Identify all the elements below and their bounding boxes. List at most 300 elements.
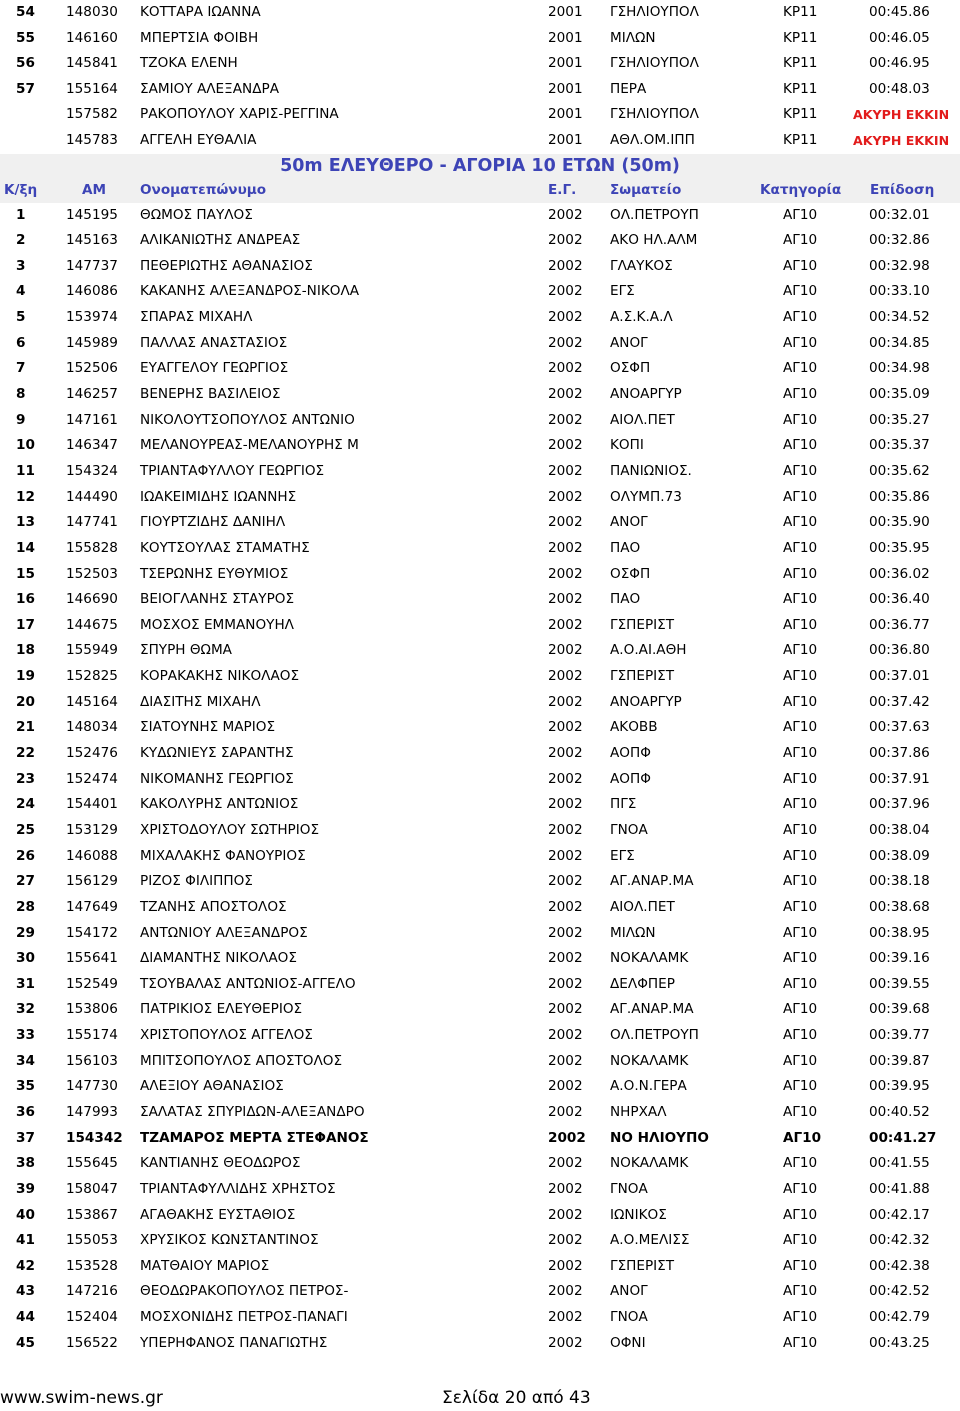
club-cell: ΓΣΠΕΡΙΣΤ bbox=[610, 1257, 675, 1274]
rank-cell: 16 bbox=[16, 591, 35, 608]
category-cell: ΚΡ11 bbox=[783, 131, 818, 148]
rank-cell: 24 bbox=[16, 796, 35, 813]
time-cell: 00:37.01 bbox=[869, 668, 930, 685]
year-cell: 2002 bbox=[548, 847, 583, 864]
name-cell: ΓΙΟΥΡΤΖΙΔΗΣ ΔΑΝΙΗΛ bbox=[140, 514, 286, 531]
name-cell: ΧΡΥΣΙΚΟΣ ΚΩΝΣΤΑΝΤΙΝΟΣ bbox=[140, 1232, 319, 1249]
rank-cell: 32 bbox=[16, 1001, 35, 1018]
table-row bbox=[0, 997, 960, 1023]
previous-event-results bbox=[0, 0, 960, 154]
page-footer bbox=[0, 1386, 960, 1411]
name-cell: ΣΙΑΤΟΥΝΗΣ ΜΑΡΙΟΣ bbox=[140, 719, 276, 736]
am-cell: 145989 bbox=[66, 334, 118, 351]
am-cell: 144675 bbox=[66, 616, 118, 633]
club-cell: ΓΣΗΛΙΟΥΠΟΛ bbox=[610, 106, 699, 123]
club-cell: Α.Ο.ΑΙ.ΑΘΗ bbox=[610, 642, 687, 659]
club-cell: ΑΙΟΛ.ΠΕΤ bbox=[610, 411, 675, 428]
table-row bbox=[0, 562, 960, 588]
club-cell: ΠΑΟ bbox=[610, 591, 641, 608]
category-cell: ΑΓ10 bbox=[783, 514, 818, 531]
rank-cell: 1 bbox=[16, 206, 26, 223]
category-cell: ΑΓ10 bbox=[783, 1232, 818, 1249]
category-cell: ΑΓ10 bbox=[783, 1129, 822, 1146]
category-cell: ΑΓ10 bbox=[783, 1155, 818, 1172]
rank-cell: 3 bbox=[16, 257, 26, 274]
name-cell: ΠΑΤΡΙΚΙΟΣ ΕΛΕΥΘΕΡΙΟΣ bbox=[140, 1001, 303, 1018]
club-cell: ΓΝΟΑ bbox=[610, 1180, 648, 1197]
year-cell: 2002 bbox=[548, 591, 583, 608]
am-cell: 153528 bbox=[66, 1257, 118, 1274]
year-cell: 2002 bbox=[548, 693, 583, 710]
table-row bbox=[0, 1203, 960, 1229]
year-cell: 2002 bbox=[548, 898, 583, 915]
category-cell: ΑΓ10 bbox=[783, 591, 818, 608]
rank-cell: 22 bbox=[16, 745, 35, 762]
name-cell: ΚΟΡΑΚΑΚΗΣ ΝΙΚΟΛΑΟΣ bbox=[140, 668, 300, 685]
time-cell: 00:41.27 bbox=[869, 1129, 937, 1146]
year-cell: 2002 bbox=[548, 821, 583, 838]
category-cell: ΑΓ10 bbox=[783, 1334, 818, 1351]
name-cell: ΜΠΙΤΣΟΠΟΥΛΟΣ ΑΠΟΣΤΟΛΟΣ bbox=[140, 1052, 343, 1069]
table-row bbox=[0, 1331, 960, 1357]
club-cell: ΝΟΚΑΛΑΜΚ bbox=[610, 1155, 689, 1172]
category-cell: ΑΓ10 bbox=[783, 745, 818, 762]
rank-cell: 44 bbox=[16, 1309, 35, 1326]
name-cell: ΤΣΕΡΩΝΗΣ ΕΥΘΥΜΙΟΣ bbox=[140, 565, 289, 582]
rank-cell: 20 bbox=[16, 693, 35, 710]
table-row bbox=[0, 1151, 960, 1177]
am-cell: 152503 bbox=[66, 565, 118, 582]
category-cell: ΑΓ10 bbox=[783, 386, 818, 403]
name-cell: ΚΥΔΩΝΙΕΥΣ ΣΑΡΑΝΤΗΣ bbox=[140, 745, 294, 762]
am-cell: 147161 bbox=[66, 411, 118, 428]
table-row bbox=[0, 946, 960, 972]
am-cell: 147730 bbox=[66, 1078, 118, 1095]
name-cell: ΤΡΙΑΝΤΑΦΥΛΛΙΔΗΣ ΧΡΗΣΤΟΣ bbox=[140, 1180, 336, 1197]
time-cell: 00:34.85 bbox=[869, 334, 930, 351]
club-cell: ΑΘΛ.ΟΜ.ΙΠΠ bbox=[610, 131, 695, 148]
time-cell: 00:40.52 bbox=[869, 1103, 930, 1120]
name-cell: ΝΙΚΟΛΟΥΤΣΟΠΟΥΛΟΣ ΑΝΤΩΝΙΟ bbox=[140, 411, 355, 428]
name-cell: ΜΙΧΑΛΑΚΗΣ ΦΑΝΟΥΡΙΟΣ bbox=[140, 847, 306, 864]
name-cell: ΚΟΥΤΣΟΥΛΑΣ ΣΤΑΜΑΤΗΣ bbox=[140, 539, 310, 556]
am-cell: 147741 bbox=[66, 514, 118, 531]
category-cell: ΑΓ10 bbox=[783, 975, 818, 992]
header-club: Σωματείο bbox=[610, 181, 682, 198]
rank-cell: 23 bbox=[16, 770, 35, 787]
year-cell: 2002 bbox=[548, 1052, 583, 1069]
club-cell: ΠΕΡΑ bbox=[610, 80, 647, 97]
table-row bbox=[0, 485, 960, 511]
name-cell: ΤΖΑΝΗΣ ΑΠΟΣΤΟΛΟΣ bbox=[140, 898, 287, 915]
time-cell: 00:32.01 bbox=[869, 206, 930, 223]
rank-cell: 14 bbox=[16, 539, 35, 556]
category-cell: ΑΓ10 bbox=[783, 1257, 818, 1274]
time-cell: 00:39.16 bbox=[869, 950, 930, 967]
time-cell: 00:42.38 bbox=[869, 1257, 930, 1274]
category-cell: ΑΓ10 bbox=[783, 796, 818, 813]
year-cell: 2002 bbox=[548, 796, 583, 813]
club-cell: ΟΛ.ΠΕΤΡΟΥΠ bbox=[610, 206, 699, 223]
category-cell: ΑΓ10 bbox=[783, 334, 818, 351]
table-row bbox=[0, 844, 960, 870]
time-cell: 00:46.05 bbox=[869, 29, 930, 46]
am-cell: 153867 bbox=[66, 1206, 118, 1223]
time-cell: 00:42.79 bbox=[869, 1309, 930, 1326]
rank-cell: 8 bbox=[16, 386, 26, 403]
am-cell: 155641 bbox=[66, 950, 118, 967]
club-cell: ΚΟΠΙ bbox=[610, 437, 644, 454]
year-cell: 2002 bbox=[548, 873, 583, 890]
rank-cell: 27 bbox=[16, 873, 35, 890]
am-cell: 152549 bbox=[66, 975, 118, 992]
year-cell: 2002 bbox=[548, 309, 583, 326]
rank-cell: 15 bbox=[16, 565, 35, 582]
am-cell: 156103 bbox=[66, 1052, 118, 1069]
club-cell: ΑΙΟΛ.ΠΕΤ bbox=[610, 898, 675, 915]
table-row bbox=[0, 305, 960, 331]
name-cell: ΘΕΟΔΩΡΑΚΟΠΟΥΛΟΣ ΠΕΤΡΟΣ- bbox=[140, 1283, 349, 1300]
category-cell: ΚΡ11 bbox=[783, 106, 818, 123]
am-cell: 147993 bbox=[66, 1103, 118, 1120]
rank-cell: 13 bbox=[16, 514, 35, 531]
table-row bbox=[0, 972, 960, 998]
year-cell: 2002 bbox=[548, 514, 583, 531]
time-cell: 00:41.55 bbox=[869, 1155, 930, 1172]
time-cell: 00:34.98 bbox=[869, 360, 930, 377]
year-cell: 2002 bbox=[548, 334, 583, 351]
club-cell: ΓΛΑΥΚΟΣ bbox=[610, 257, 673, 274]
time-cell: ΑΚΥΡΗ ΕΚΚΙΝ bbox=[853, 132, 950, 148]
am-cell: 152825 bbox=[66, 668, 118, 685]
rank-cell: 26 bbox=[16, 847, 35, 864]
year-cell: 2002 bbox=[548, 924, 583, 941]
time-cell: 00:37.86 bbox=[869, 745, 930, 762]
am-cell: 155949 bbox=[66, 642, 118, 659]
table-row bbox=[0, 1177, 960, 1203]
am-cell: 152404 bbox=[66, 1309, 118, 1326]
category-cell: ΑΓ10 bbox=[783, 847, 818, 864]
table-row bbox=[0, 1305, 960, 1331]
category-cell: ΑΓ10 bbox=[783, 1052, 818, 1069]
club-cell: ΠΓΣ bbox=[610, 796, 637, 813]
category-cell: ΑΓ10 bbox=[783, 668, 818, 685]
club-cell: ΙΩΝΙΚΟΣ bbox=[610, 1206, 667, 1223]
am-cell: 146086 bbox=[66, 283, 118, 300]
table-row bbox=[0, 51, 960, 77]
time-cell: 00:35.90 bbox=[869, 514, 930, 531]
name-cell: ΤΡΙΑΝΤΑΦΥΛΛΟΥ ΓΕΩΡΓΙΟΣ bbox=[140, 462, 325, 479]
am-cell: 146347 bbox=[66, 437, 118, 454]
year-cell: 2002 bbox=[548, 257, 583, 274]
club-cell: ΟΣΦΠ bbox=[610, 360, 651, 377]
header-year: Ε.Γ. bbox=[548, 181, 577, 198]
am-cell: 152474 bbox=[66, 770, 118, 787]
rank-cell: 40 bbox=[16, 1206, 35, 1223]
table-row bbox=[0, 228, 960, 254]
name-cell: ΡΙΖΟΣ ΦΙΛΙΠΠΟΣ bbox=[140, 873, 253, 890]
time-cell: 00:36.40 bbox=[869, 591, 930, 608]
time-cell: 00:35.09 bbox=[869, 386, 930, 403]
time-cell: 00:38.95 bbox=[869, 924, 930, 941]
category-cell: ΑΓ10 bbox=[783, 1027, 818, 1044]
time-cell: 00:37.96 bbox=[869, 796, 930, 813]
club-cell: Α.Σ.Κ.Α.Λ bbox=[610, 309, 673, 326]
time-cell: 00:38.18 bbox=[869, 873, 930, 890]
time-cell: 00:43.25 bbox=[869, 1334, 930, 1351]
table-row bbox=[0, 1074, 960, 1100]
club-cell: ΑΚΟ ΗΛ.ΑΛΜ bbox=[610, 232, 698, 249]
name-cell: ΑΛΕΞΙΟΥ ΑΘΑΝΑΣΙΟΣ bbox=[140, 1078, 284, 1095]
table-row bbox=[0, 1023, 960, 1049]
name-cell: ΚΑΝΤΙΑΝΗΣ ΘΕΟΔΩΡΟΣ bbox=[140, 1155, 301, 1172]
am-cell: 154172 bbox=[66, 924, 118, 941]
am-cell: 155174 bbox=[66, 1027, 118, 1044]
name-cell: ΠΕΘΕΡΙΩΤΗΣ ΑΘΑΝΑΣΙΟΣ bbox=[140, 257, 313, 274]
club-cell: ΕΓΣ bbox=[610, 847, 635, 864]
am-cell: 153129 bbox=[66, 821, 118, 838]
table-row bbox=[0, 510, 960, 536]
year-cell: 2002 bbox=[548, 1309, 583, 1326]
year-cell: 2002 bbox=[548, 488, 583, 505]
name-cell: ΚΑΚΟΛΥΡΗΣ ΑΝΤΩΝΙΟΣ bbox=[140, 796, 299, 813]
club-cell: ΜΙΛΩΝ bbox=[610, 29, 656, 46]
time-cell: 00:34.52 bbox=[869, 309, 930, 326]
table-row bbox=[0, 433, 960, 459]
club-cell: ΑΝΟΓ bbox=[610, 334, 648, 351]
table-header bbox=[0, 178, 960, 203]
name-cell: ΣΠΥΡΗ ΘΩΜΑ bbox=[140, 642, 232, 659]
category-cell: ΑΓ10 bbox=[783, 206, 818, 223]
club-cell: ΟΦΝΙ bbox=[610, 1334, 646, 1351]
club-cell: ΑΓ.ΑΝΑΡ.ΜΑ bbox=[610, 1001, 694, 1018]
club-cell: ΠΑΟ bbox=[610, 539, 641, 556]
time-cell: 00:37.63 bbox=[869, 719, 930, 736]
category-cell: ΑΓ10 bbox=[783, 309, 818, 326]
rank-cell: 4 bbox=[16, 283, 26, 300]
year-cell: 2002 bbox=[548, 1155, 583, 1172]
am-cell: 157582 bbox=[66, 106, 118, 123]
year-cell: 2001 bbox=[548, 131, 583, 148]
time-cell: 00:39.95 bbox=[869, 1078, 930, 1095]
category-cell: ΑΓ10 bbox=[783, 488, 818, 505]
am-cell: 152506 bbox=[66, 360, 118, 377]
name-cell: ΤΖΟΚΑ ΕΛΕΝΗ bbox=[140, 55, 238, 72]
category-cell: ΑΓ10 bbox=[783, 1283, 818, 1300]
header-rank: Κ/ξη bbox=[4, 181, 38, 198]
club-cell: ΔΕΛΦΠΕΡ bbox=[610, 975, 675, 992]
name-cell: ΑΓΑΘΑΚΗΣ ΕΥΣΤΑΘΙΟΣ bbox=[140, 1206, 296, 1223]
rank-cell: 34 bbox=[16, 1052, 35, 1069]
table-row bbox=[0, 587, 960, 613]
name-cell: ΜΟΣΧΟΣ ΕΜΜΑΝΟΥΗΛ bbox=[140, 616, 294, 633]
time-cell: 00:33.10 bbox=[869, 283, 930, 300]
am-cell: 155053 bbox=[66, 1232, 118, 1249]
year-cell: 2002 bbox=[548, 1283, 583, 1300]
name-cell: ΜΠΕΡΤΣΙΑ ΦΟΙΒΗ bbox=[140, 29, 259, 46]
name-cell: ΥΠΕΡΗΦΑΝΟΣ ΠΑΝΑΓΙΩΤΗΣ bbox=[140, 1334, 328, 1351]
am-cell: 146088 bbox=[66, 847, 118, 864]
time-cell: 00:32.86 bbox=[869, 232, 930, 249]
year-cell: 2002 bbox=[548, 386, 583, 403]
rank-cell: 37 bbox=[16, 1129, 35, 1146]
club-cell: ΓΝΟΑ bbox=[610, 1309, 648, 1326]
am-cell: 158047 bbox=[66, 1180, 118, 1197]
name-cell: ΒΕΙΟΓΛΑΝΗΣ ΣΤΑΥΡΟΣ bbox=[140, 591, 295, 608]
time-cell: 00:39.87 bbox=[869, 1052, 930, 1069]
rank-cell: 56 bbox=[16, 55, 35, 72]
year-cell: 2002 bbox=[548, 1103, 583, 1120]
category-cell: ΑΓ10 bbox=[783, 1001, 818, 1018]
category-cell: ΑΓ10 bbox=[783, 770, 818, 787]
category-cell: ΑΓ10 bbox=[783, 873, 818, 890]
time-cell: 00:38.04 bbox=[869, 821, 930, 838]
category-cell: ΑΓ10 bbox=[783, 924, 818, 941]
am-cell: 153806 bbox=[66, 1001, 118, 1018]
rank-cell: 10 bbox=[16, 437, 35, 454]
category-cell: ΑΓ10 bbox=[783, 411, 818, 428]
time-cell: 00:32.98 bbox=[869, 257, 930, 274]
club-cell: ΑΓ.ΑΝΑΡ.ΜΑ bbox=[610, 873, 694, 890]
name-cell: ΔΙΑΜΑΝΤΗΣ ΝΙΚΟΛΑΟΣ bbox=[140, 950, 297, 967]
table-row bbox=[0, 1100, 960, 1126]
rank-cell: 43 bbox=[16, 1283, 35, 1300]
time-cell: 00:36.80 bbox=[869, 642, 930, 659]
year-cell: 2002 bbox=[548, 668, 583, 685]
time-cell: 00:39.68 bbox=[869, 1001, 930, 1018]
club-cell: ΑΝΟΓ bbox=[610, 514, 648, 531]
am-cell: 156129 bbox=[66, 873, 118, 890]
time-cell: 00:37.91 bbox=[869, 770, 930, 787]
table-row bbox=[0, 690, 960, 716]
name-cell: ΑΓΓΕΛΗ ΕΥΘΑΛΙΑ bbox=[140, 131, 257, 148]
club-cell: ΑΝΟΑΡΓΥΡ bbox=[610, 693, 682, 710]
club-cell: ΟΛ.ΠΕΤΡΟΥΠ bbox=[610, 1027, 699, 1044]
time-cell: 00:35.95 bbox=[869, 539, 930, 556]
table-row bbox=[0, 613, 960, 639]
rank-cell: 31 bbox=[16, 975, 35, 992]
rank-cell: 36 bbox=[16, 1103, 35, 1120]
table-row bbox=[0, 26, 960, 52]
am-cell: 147737 bbox=[66, 257, 118, 274]
header-am: ΑΜ bbox=[82, 181, 107, 198]
am-cell: 155164 bbox=[66, 80, 118, 97]
am-cell: 146257 bbox=[66, 386, 118, 403]
name-cell: ΣΑΛΑΤΑΣ ΣΠΥΡΙΔΩΝ-ΑΛΕΞΑΝΔΡΟ bbox=[140, 1103, 365, 1120]
time-cell: 00:45.86 bbox=[869, 4, 930, 20]
category-cell: ΑΓ10 bbox=[783, 437, 818, 454]
category-cell: ΑΓ10 bbox=[783, 821, 818, 838]
year-cell: 2002 bbox=[548, 745, 583, 762]
year-cell: 2002 bbox=[548, 206, 583, 223]
table-row bbox=[0, 203, 960, 229]
table-row bbox=[0, 715, 960, 741]
time-cell: 00:36.77 bbox=[869, 616, 930, 633]
rank-cell: 45 bbox=[16, 1334, 35, 1351]
year-cell: 2002 bbox=[548, 1232, 583, 1249]
time-cell: 00:41.88 bbox=[869, 1180, 930, 1197]
footer-site-link[interactable]: www.swim-news.gr bbox=[0, 1388, 163, 1408]
rank-cell: 2 bbox=[16, 232, 26, 249]
category-cell: ΑΓ10 bbox=[783, 283, 818, 300]
rank-cell: 30 bbox=[16, 950, 35, 967]
rank-cell: 28 bbox=[16, 898, 35, 915]
rank-cell: 12 bbox=[16, 488, 35, 505]
year-cell: 2002 bbox=[548, 1206, 583, 1223]
club-cell: ΓΝΟΑ bbox=[610, 821, 648, 838]
am-cell: 156522 bbox=[66, 1334, 118, 1351]
name-cell: ΚΑΚΑΝΗΣ ΑΛΕΞΑΝΔΡΟΣ-ΝΙΚΟΛΑ bbox=[140, 283, 360, 300]
table-row bbox=[0, 1049, 960, 1075]
am-cell: 145195 bbox=[66, 206, 118, 223]
am-cell: 144490 bbox=[66, 488, 118, 505]
club-cell: Α.Ο.Ν.ΓΕΡΑ bbox=[610, 1078, 687, 1095]
table-row bbox=[0, 921, 960, 947]
year-cell: 2002 bbox=[548, 642, 583, 659]
year-cell: 2002 bbox=[548, 437, 583, 454]
name-cell: ΙΩΑΚΕΙΜΙΔΗΣ ΙΩΑΝΝΗΣ bbox=[140, 488, 297, 505]
name-cell: ΑΝΤΩΝΙΟΥ ΑΛΕΞΑΝΔΡΟΣ bbox=[140, 924, 308, 941]
name-cell: ΧΡΙΣΤΟΔΟΥΛΟΥ ΣΩΤΗΡΙΟΣ bbox=[140, 821, 320, 838]
name-cell: ΤΖΑΜΑΡΟΣ ΜΕΡΤΑ ΣΤΕΦΑΝΟΣ bbox=[140, 1129, 369, 1146]
name-cell: ΒΕΝΕΡΗΣ ΒΑΣΙΛΕΙΟΣ bbox=[140, 386, 281, 403]
category-cell: ΑΓ10 bbox=[783, 565, 818, 582]
rank-cell: 33 bbox=[16, 1027, 35, 1044]
time-cell: ΑΚΥΡΗ ΕΚΚΙΝ bbox=[853, 107, 950, 123]
year-cell: 2002 bbox=[548, 616, 583, 633]
year-cell: 2002 bbox=[548, 411, 583, 428]
time-cell: 00:48.03 bbox=[869, 80, 930, 97]
rank-cell: 38 bbox=[16, 1155, 35, 1172]
year-cell: 2001 bbox=[548, 80, 583, 97]
rank-cell: 5 bbox=[16, 309, 26, 326]
am-cell: 155828 bbox=[66, 539, 118, 556]
year-cell: 2002 bbox=[548, 1129, 586, 1146]
rank-cell: 18 bbox=[16, 642, 35, 659]
am-cell: 146160 bbox=[66, 29, 118, 46]
event-title: 50m ΕΛΕΥΘΕΡΟ - ΑΓΟΡΙΑ 10 ΕΤΩΝ (50m) bbox=[0, 154, 960, 178]
year-cell: 2002 bbox=[548, 770, 583, 787]
time-cell: 00:36.02 bbox=[869, 565, 930, 582]
category-cell: ΑΓ10 bbox=[783, 257, 818, 274]
year-cell: 2001 bbox=[548, 29, 583, 46]
year-cell: 2002 bbox=[548, 565, 583, 582]
name-cell: ΡΑΚΟΠΟΥΛΟΥ ΧΑΡΙΣ-ΡΕΓΓΙΝΑ bbox=[140, 106, 339, 123]
time-cell: 00:39.77 bbox=[869, 1027, 930, 1044]
am-cell: 146690 bbox=[66, 591, 118, 608]
year-cell: 2002 bbox=[548, 1180, 583, 1197]
year-cell: 2001 bbox=[548, 55, 583, 72]
am-cell: 145841 bbox=[66, 55, 118, 72]
category-cell: ΑΓ10 bbox=[783, 1078, 818, 1095]
name-cell: ΣΑΜΙΟΥ ΑΛΕΞΑΝΔΡΑ bbox=[140, 80, 279, 97]
club-cell: ΓΣΠΕΡΙΣΤ bbox=[610, 668, 675, 685]
table-row bbox=[0, 1228, 960, 1254]
name-cell: ΘΩΜΟΣ ΠΑΥΛΟΣ bbox=[140, 206, 253, 223]
club-cell: ΟΣΦΠ bbox=[610, 565, 651, 582]
table-row bbox=[0, 0, 960, 26]
header-name: Ονοματεπώνυμο bbox=[140, 181, 267, 198]
table-row bbox=[0, 102, 960, 128]
category-cell: ΑΓ10 bbox=[783, 950, 818, 967]
header-time: Επίδοση bbox=[870, 181, 935, 198]
table-row bbox=[0, 331, 960, 357]
time-cell: 00:35.86 bbox=[869, 488, 930, 505]
name-cell: ΜΟΣΧΟΝΙΔΗΣ ΠΕΤΡΟΣ-ΠΑΝΑΓΙ bbox=[140, 1309, 348, 1326]
time-cell: 00:35.62 bbox=[869, 462, 930, 479]
category-cell: ΑΓ10 bbox=[783, 1103, 818, 1120]
category-cell: ΑΓ10 bbox=[783, 616, 818, 633]
